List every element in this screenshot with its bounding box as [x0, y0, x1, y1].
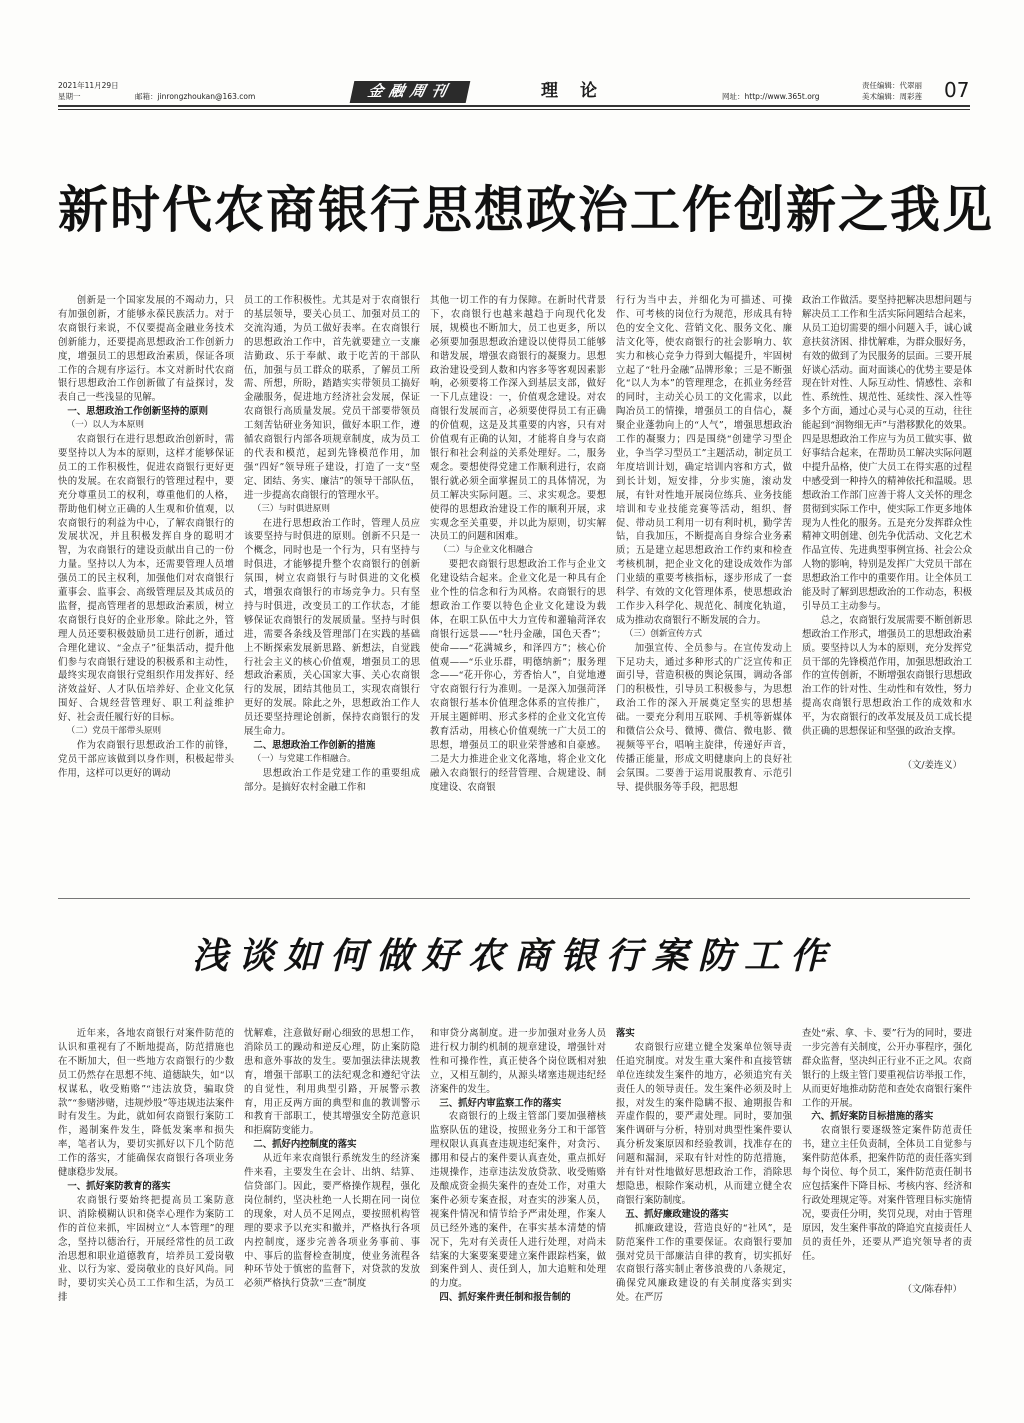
section-heading: 六、抓好案防目标措施的落实 [811, 1111, 934, 1123]
section-heading: 一、思想政治工作创新坚持的原则 [67, 406, 209, 418]
section-name: 理论 [541, 81, 619, 101]
subsection-heading: （二）党员干部带头原则 [66, 726, 162, 737]
paragraph: 农商银行的上级主管部门要加强稽核监察队伍的建设，按照业务分工和干部管理权限认真真查违规违纪案件，对贪污、挪用和侵占的案件要认真查处，重点抓好违规操作，违章违法发放贷款、收受贿赂及酿成资金损失案件的查处工作，对重大案件必须专案查报，对查实的涉案人员，视案件情况和情节给予严肃处理，作案人员已经外逃的案件，在事实基本清楚的情况下，先对有关责任人进行处理，对尚未结案的大案要案要建立案件跟踪档案，做到案件到人、责任到人，加大追赃和处理的力度。 [430, 1111, 606, 1290]
subsection-heading: （二）与企业文化相融合 [438, 545, 534, 556]
paragraph: 在进行思想政治工作时，管理人员应该要坚持与时俱进的原则。创新不只是一个概念，同时也是一个行为，只有坚持与时俱进，才能够提升整个农商银行的创新氛围，树立农商银行与时俱进的文化模式，增强农商银行的市场竞争力。只有坚持与时俱进，改变员工的工作状态，才能够保证农商银行的发展质量。坚持与时俱进，需要各条线及管理部门在实践的基础上不断探索发展新思路、新想法，自觉践行社会主义的核心价值观，增强员工的思想政治素质，关心国家大事、关心农商银行的发展，团结其他员工，实现农商银行更好的发展。除此之外，思想政治工作人员还要坚持理论创新，保持农商银行的发展生命力。 [244, 517, 420, 738]
paragraph-continued: 其他一切工作的有力保障。在新时代背景下，农商银行也越来越趋于向现代化发展，规模也不断加大，员工也更多，所以必须要加强思想政治建设以使得员工能够和谐发展，增强农商银行的凝聚力。思想政治建设受到人数和内容多等客观因素影响，必须要将工作深入到基层支部，做好一下几点建设：一，价值观念建设。对农商银行发展而言，必须要使得员工有正确的价值观，这是及其重要的内容，只有对价值观有正确的认知，才能将自身与农商银行和社会利益的关系处理好。二，服务观念。要想使得党建工作顺利进行，农商银行就必须全面掌握员工的具体情况，为员工解决实际问题。三、求实观念。要想使得的思想政治建设工作的顺利开展，求实观念至关重要，并以此为原则，切实解决员工的问题和困难。 [430, 295, 606, 543]
paragraph: 农商银行应建立健全发案单位领导责任追究制度。对发生重大案件和直接管辖单位连续发生案件的地方，必须追究有关责任人的领导责任。发生案件必须及时上报，对发生的案件隐瞒不报、逾期报告和弄虚作假的，要严肃处理。同时，要加强案件调研与分析，特别对典型性案件要认真分析发案原因和经验教训，找准存在的问题和漏洞，采取有针对性的防范措施，并有针对性地做好思想政治工作，消除思想隐患，根除作案动机，从而建立健全农商银行案防制度。 [616, 1041, 792, 1206]
header-website: 网址：http://www.365t.org [722, 92, 820, 101]
paragraph: 思想政治工作是党建工作的重要组成部分。是搞好农村金融工作和 [244, 767, 420, 793]
article2-column-3 [430, 1027, 606, 1382]
paragraph: 抓廉政建设，营造良好的“社风”，是防范案件工作的重要保证。农商银行要加强对党员干部廉洁自律的教育，切实抓好农商银行落实制止奢侈浪费的八条规定，确保党风廉政建设的有关制度落实到实处。在严厉 [616, 1222, 792, 1304]
subsection-heading: （三）创新宣传方式 [624, 628, 702, 639]
paragraph: 加强宣传、全员参与。在宣传发动上下足功夫，通过多种形式的广泛宣传和正面引导，营造积极的舆论氛围，调动各部门的积极性，引导员工积极参与，为思想政治工作的深入开展奠定坚实的思想基础。一要充分利用互联网、手机等新媒体和微信公众号、微博、微信、微电影、微视频等平台，唱响主旋律，传递好声音，传播正能量，形成文明健康向上的良好社会氛围。二要善于运用说服教育、示范引导、提供服务等手段，把思想 [616, 642, 792, 793]
subsection-heading: （一）与党建工作相融合。 [252, 753, 356, 764]
subsection-heading: （三）与时俱进原则 [252, 503, 330, 514]
header-editor: 责任编辑：代翠丽 [862, 81, 922, 90]
header-rule-thin [58, 109, 970, 110]
paragraph: 农商银行在进行思想政治创新时，需要坚持以人为本的原则，这样才能够保证员工的工作积极性，促进农商银行更好更快的发展。在农商银行的管理过程中，要充分尊重员工的权利，尊重他们的人格，帮助他们树立正确的人生观和价值观，以农商银行的利益为中心，了解农商银行的发展状况，并且积极发挥自身的聪明才智，为农商银行的建设贡献出自己的一份力量。坚持以人为本，还需要管理人员增强员工的民主权利，加强他们对农商银行董事会、监事会、高级管理层及其成员的监督，提高管理者的思想政治素质，树立农商银行良好的企业形象。除此之外，管理人员还要积极鼓励员工进行创新，通过合理化建议、“金点子”征集活动，提升他们参与农商银行建设的积极系和主动性，最终实现农商银行党组织作用发挥好、经济效益好、人才队伍培养好、企业文化氛围好、合规经营管理好、职工利益维护好、社会责任履行好的目标。 [58, 434, 234, 724]
article1-column-1 [58, 294, 234, 854]
section-heading: 五、抓好廉政建设的落实 [625, 1208, 729, 1220]
section-heading: 四、抓好案件责任制和报告制的 [439, 1292, 571, 1304]
article1-column-3 [430, 294, 606, 854]
paragraph-continued: 忧解难，注意做好耐心细致的思想工作，消除员工的躁动和逆反心理，防止案防隐患和意外事故的发生。要加强法律法规教育，增强干部职工的法纪观念和遵纪守法的自觉性，利用典型引路，开展警示教育，用正反两方面的典型和血的教训警示和教育干部职工，使其增强安全防范意识和拒腐防变能力。 [244, 1028, 420, 1137]
article2-title: 浅谈如何做好农商银行案防工作 [191, 936, 836, 977]
paragraph: 要把农商银行思想政治工作与企业文化建设结合起来。企业文化是一种具有企业个性的信念和行为风格。农商银行的思想政治工作要以特色企业文化建设为载体，在职工队伍中大力宣传和灌输菏泽农商银行远景——“牡丹金融，国色天香”；使命——“花满城乡，和泽四方”；核心价值观——“乐业乐群，明德纳新”；服务理念——“花开你心，芳香怡人”，自觉地遵守农商银行行为准则。一是深入加强菏泽农商银行基本价值理念体系的宣传推广，开展主题鲜明、形式多样的企业文化宣传教育活动，用核心价值观统一广大员工的思想，增强员工的职业荣誉感和自豪感。二是大力推进企业文化落地，将企业文化融入农商银行的经营管理、合规建设、制度建设、农商银 [430, 559, 606, 793]
paragraph-continued: 政治工作做活。要坚持把解决思想问题与解决员工工作和生活实际问题结合起来，从员工迫切需要的细小问题入手，诚心诚意扶贫济困、排忧解难，为群众服好务，有效的做到了为民服务的层面。三要开展好谈心活动。面对面谈心的优势主要是体现在针对性、人际互动性、情感性、亲和性、系统性、规范性、延续性、深入性等多个方面，通过心灵与心灵的互动，往往能起到“润物细无声”与潜移默化的效果。四是思想政治工作应与为员工做实事、做好事结合起来，在帮助员工解决实际问题中提升品格，使广大员工在得实惠的过程中感受到一种持久的精神依托和温暖。思想政治工作部门应善于将人文关怀的理念贯彻到实际工作中，使实际工作更多地体现为人性化的服务。五是充分发挥群众性精神文明创建、创先争优活动、文化艺术作品宣传、先进典型事例宣扬、社会公众人物的影响，特别是发挥广大党员干部在思想政治工作中的重要作用。让全体员工能及时了解到思想政治的工作动态，积极引导员工主动参与。 [802, 295, 972, 612]
article2-column-1 [58, 1027, 234, 1382]
article1-column-5 [802, 294, 972, 854]
paragraph: 农商银行要逐级签定案件防范责任书，建立主任负责制，全体员工自觉参与案件防范体系，把案件防范的责任落实到每个岗位、每个员工，案件防范责任制书应包括案件下降目标、考核内容、经济和行政处理规定等。对案件管理目标实施情况，要责任分明，奖罚兑现，对由于管理原因，发生案件事故的降追究直接责任人员的责任外，还要从严追究领导者的责任。 [802, 1125, 972, 1262]
header-rule [58, 105, 970, 107]
section-heading: 三、抓好内审监察工作的落实 [439, 1097, 562, 1109]
article2-column-5 [802, 1027, 972, 1382]
paragraph: 近年来，各地农商银行对案件防范的认识和重视有了不断地提高，防范措施也在不断加大，但一些地方农商银行的少数员工仍然存在思想不纯、道德缺失，如“以权谋私，收受贿赂”“违法放贷，骗取贷款”“参赌涉赌，违规炒股”等违规违法案件时有发生。为此，就如何农商银行案防工作，遏制案件发生，降低发案率和损失率，笔者认为，要切实抓好以下几个防范工作的落实，才能确保农商银行各项业务健康稳步发展。 [58, 1028, 234, 1179]
article1-title: 新时代农商银行思想政治工作创新之我见 [58, 180, 994, 239]
paragraph-continued: 和审贷分离制度。进一步加强对业务人员进行权力制约机制的规章建设，增强针对性和可操作性，真正使各个岗位既相对独立，又相互制约，从源头堵塞违规违纪经济案件的发生。 [430, 1028, 606, 1095]
article2-column-2 [244, 1027, 420, 1382]
paragraph: 作为农商银行思想政治工作的前锋，党员干部应该做到以身作则，积极起带头作用，这样可以更好的调动 [58, 740, 234, 779]
author-signature: （文/陈春仲） [902, 1284, 962, 1296]
page-number: 07 [944, 78, 970, 102]
paragraph-continued: 行行为当中去，并细化为可描述、可操作、可考核的岗位行为规范，形成具有特色的安全文化、营销文化、服务文化、廉洁文化等，使农商银行的社会影响力、软实力和核心竞争力得到大幅提升，牢固树立起了“牡丹金融”品牌形象；三是不断强化“以人为本”的管理理念，在抓业务经营的同时，主动关心员工的文化需求，以此陶冶员工的情操，增强员工的自信心，凝聚企业蓬勃向上的“人气”，增强思想政治工作的凝聚力；四是围绕“创建学习型企业，争当学习型员工”主题活动，制定员工年度培训计划，确定培训内容和方式，做到长计划，短安排，分步实施，滚动发展，有针对性地开展岗位练兵、业务技能培训和专业技能竞赛等活动，组织、督促、带动员工利用一切有利时机，勤学苦钻，自我加压，不断提高自身综合业务素质；五是建立起思想政治工作约束和检查考核机制，把企业文化的建设成效作为部门业绩的重要考核指标，逐步形成了一套科学、有效的文化管理体系，使思想政治工作步入科学化、规范化、制度化轨道，成为推动农商银行不断发展的合力。 [616, 295, 792, 626]
paragraph: 从近年来农商银行系统发生的经济案件来看，主要发生在会计、出纳、结算、信贷部门。因此，要严格操作规程，强化岗位制约，坚决杜绝一人长期在同一岗位的现象，对人员不足网点，要按照机构管理的要求予以充实和撤并，严格执行各项内控制度，逐步完善各项业务事前、事中、事后的监督检查制度，使业务流程各种环节处于慎密的监督下，对贷款的发放必须严格执行贷款“三查”制度 [244, 1153, 420, 1290]
paragraph-continued: 查处“索、拿、卡、要”行为的同时，要进一步完善有关制度，公开办事程序，强化群众监督，坚决纠正行业不正之风。农商银行的上级主管门要重视信访举报工作，从而更好地推动防范和查处农商银行案件工作的开展。 [802, 1028, 972, 1109]
subsection-heading: （一）以人为本原则 [66, 420, 144, 431]
section-heading: 二、思想政治工作创新的措施 [253, 740, 376, 751]
section-heading: 一、抓好案防教育的落实 [67, 1180, 171, 1192]
article1-column-2 [244, 294, 420, 854]
paragraph: 农商银行要始终把提高员工案防意识、消除模糊认识和侥幸心理作为案防工作的首位来抓，牢固树立“人本管理”的理念，坚持以德治行，开展经常性的员工政治思想和职业道德教育，培养员工爱岗敬业、以行为家、爱岗敬业的良好风尚。同时，要切实关心员工工作和生活，为员工排 [58, 1194, 234, 1304]
article1-column-4 [616, 294, 792, 854]
author-signature: （文/姜连义） [902, 760, 962, 771]
section-heading: 二、抓好内控制度的落实 [253, 1139, 357, 1151]
header-art-editor: 美术编辑：周彩莲 [862, 92, 922, 101]
paragraph-continued: 员工的工作积极性。尤其是对于农商银行的基层领导，要关心员工、加强对员工的交流沟通，为员工做好表率。在农商银行的思想政治工作中，首先就要建立一支廉洁勤政、乐于奉献、敢于吃苦的干部队伍，加强与员工群众的联系，了解员工所需、所想，所盼，踏踏实实带领员工搞好金融服务，促进地方经济社会发展，保证农商银行高质量发展。党员干部要带领员工刻苦钻研业务知识，做好本职工作，遵循农商银行内部各项规章制度，成为员工的代表和模范，起到先锋模范作用，加强“四好”领导班子建设，打造了一支“坚定、团结、务实、廉洁”的领导干部队伍，进一步提高农商银行的管理水平。 [244, 295, 420, 501]
paragraph: 创新是一个国家发展的不竭动力，只有加强创新，才能够永葆民族活力。对于农商银行来说，不仅要提高金融业务技术创新能力，还要提高思想政治工作创新力度，增强员工的思想政治素质，保证各项工作的合规有序运行。本文对新时代农商银行思想政治工作创新做了有益探讨，发表自己一些浅显的见解。 [58, 295, 234, 404]
article2-column-4 [616, 1027, 792, 1382]
section-heading-continued: 落实 [616, 1028, 635, 1039]
paragraph: 总之，农商银行发展需要不断创新思想政治工作形式，增强员工的思想政治素质。要坚持以人为本的原则，充分发挥党员干部的先锋模范作用，加强思想政治工作的宣传创新，不断增强农商银行思想政治工作的针对性、生动性和有效性，努力提高农商银行思想政治工作的成效和水平，为农商银行的改革发展及员工成长提供正确的思想保证和坚强的政治支撑。 [802, 614, 972, 738]
header-email: 邮箱：jinrongzhoukan@163.com [135, 92, 256, 101]
issue-date: 2021年11月29日 [58, 81, 119, 90]
issue-weekday: 星期一 [58, 92, 81, 101]
article-divider [58, 898, 970, 899]
masthead: 金融周刊 [350, 81, 471, 103]
